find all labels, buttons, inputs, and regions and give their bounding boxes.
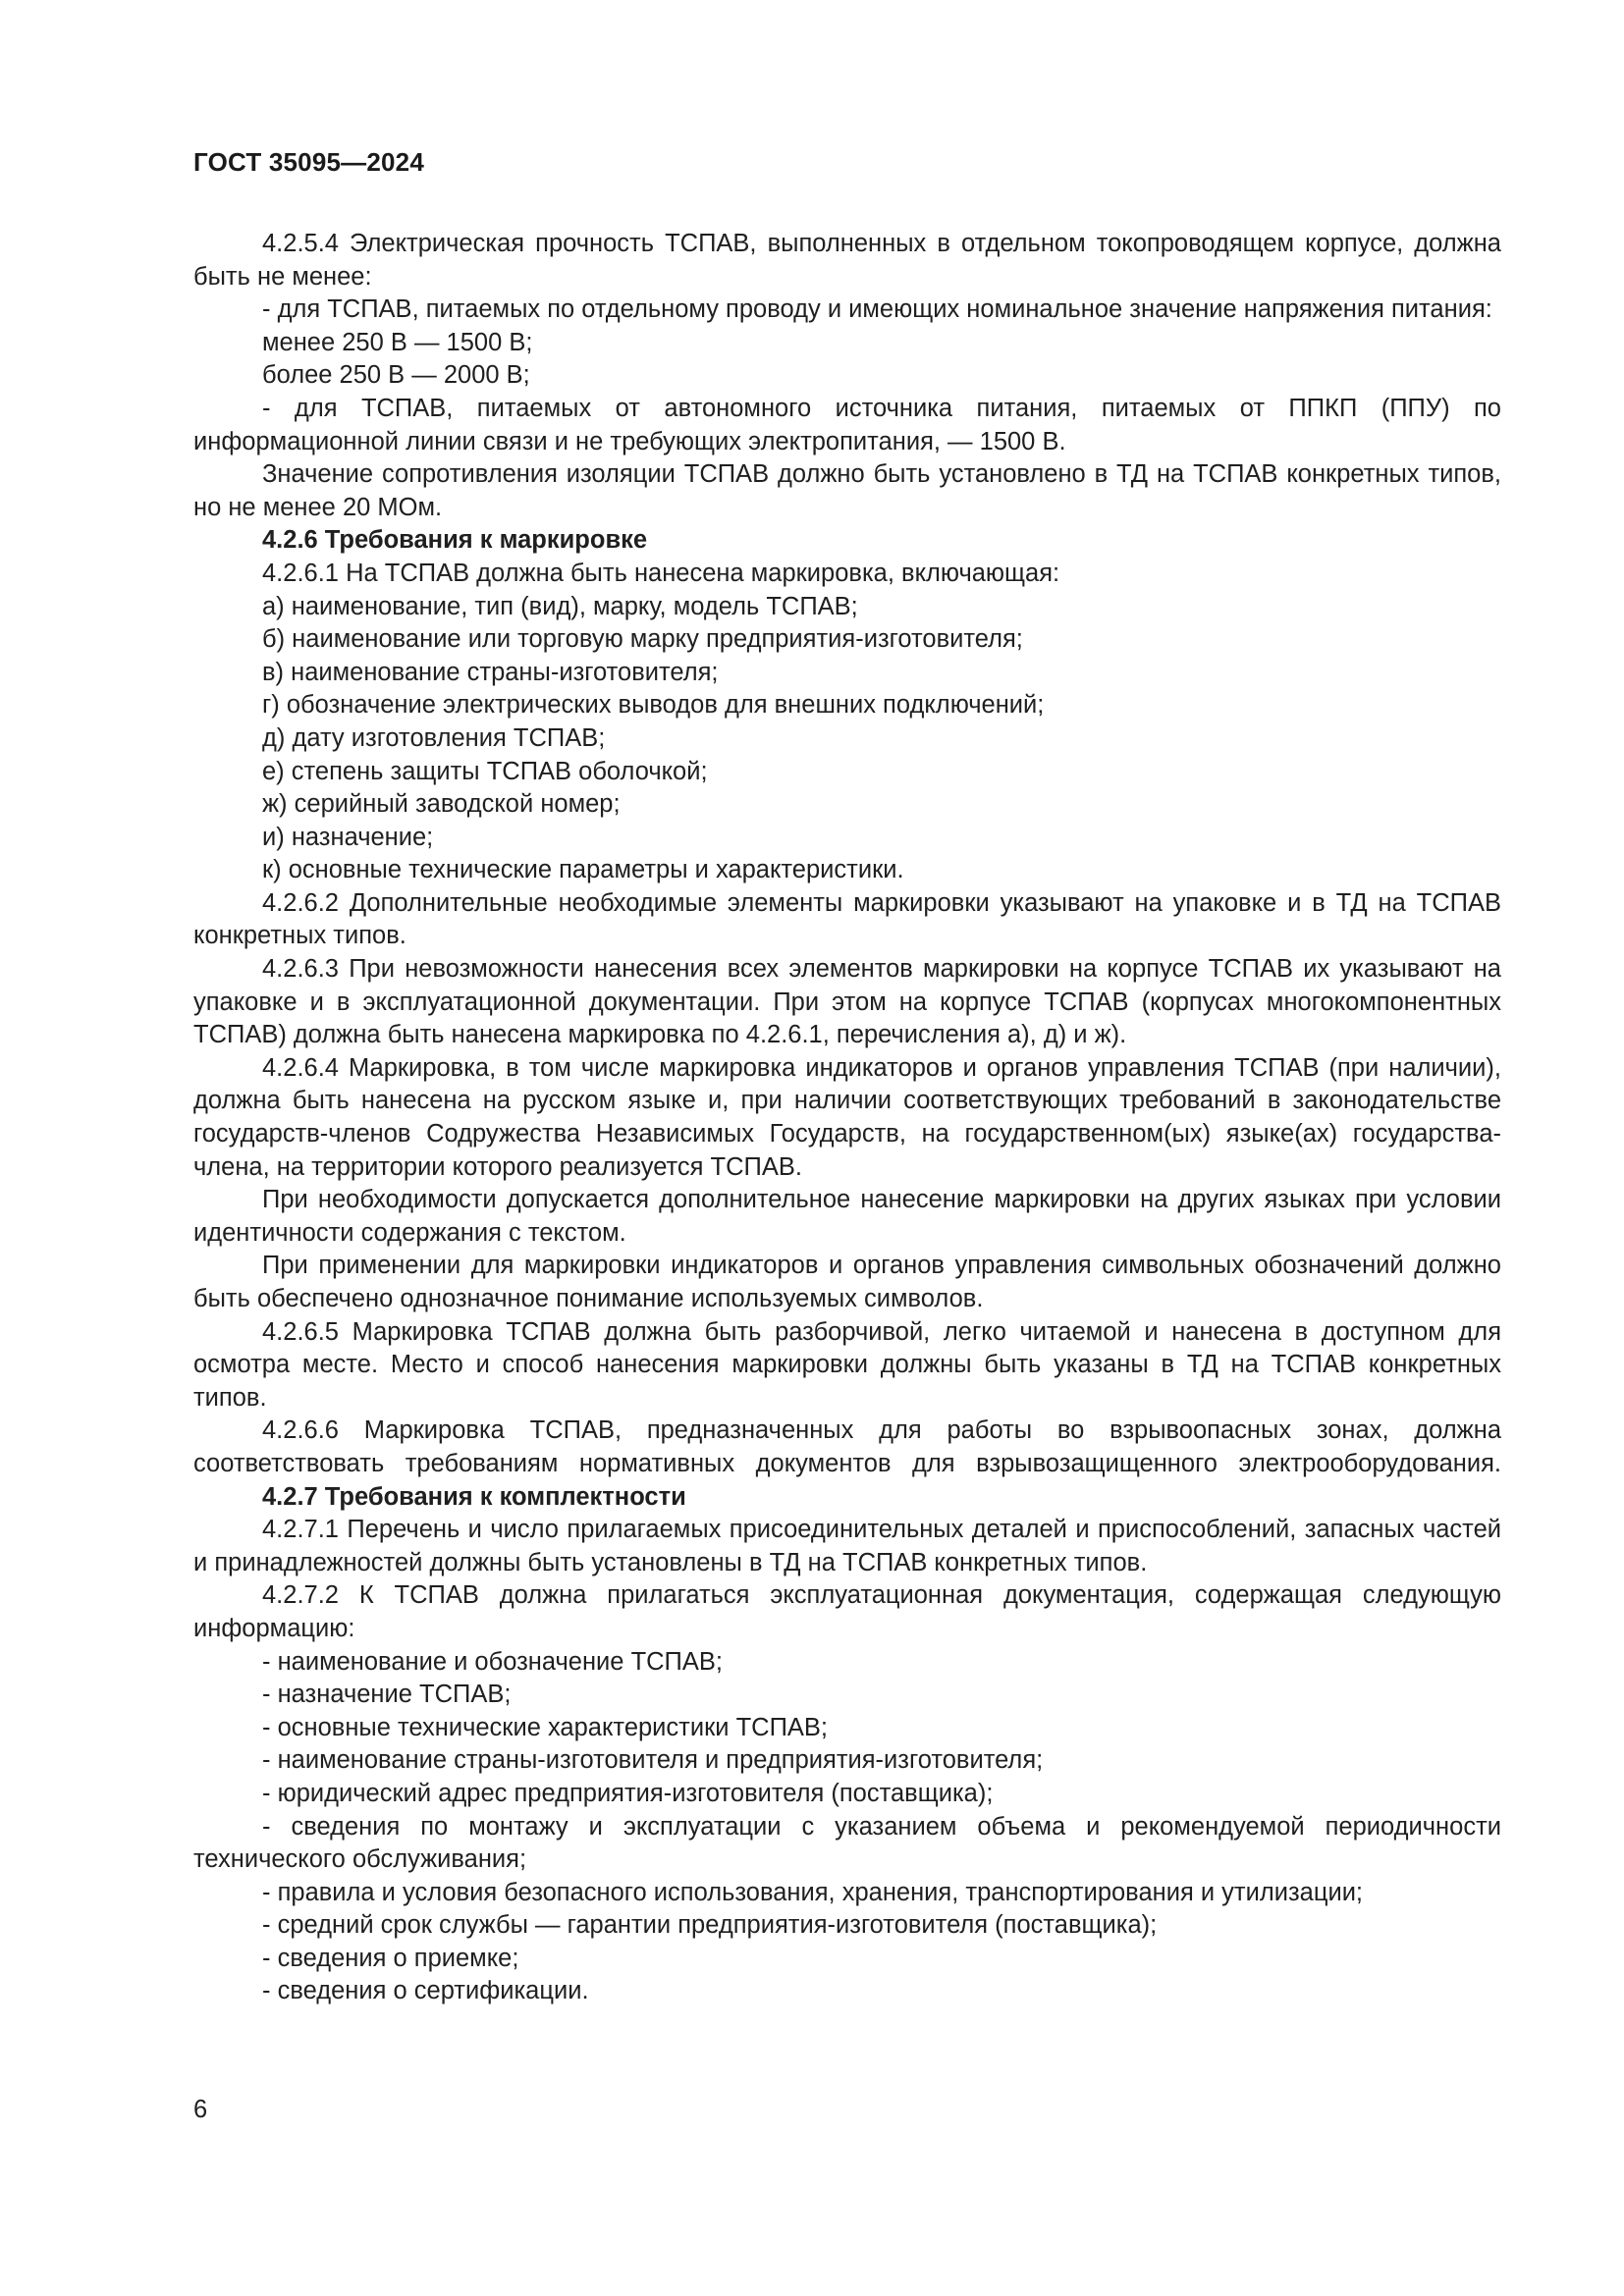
paragraph: а) наименование, тип (вид), марку, модель ТСПАВ;: [262, 592, 858, 620]
paragraph: - сведения о сертификации.: [262, 1977, 589, 2005]
paragraph: 4.2.6.6 Маркировка ТСПАВ, предназначенных для работы во взрывоопасных зонах, должна соответствовать требованиям нормативных документов для взрывозащищенного электрооборудования.: [193, 1416, 1501, 1477]
paragraph: - сведения по монтажу и эксплуатации с указанием объема и рекомендуемой периодичности технического обслуживания;: [193, 1812, 1501, 1874]
paragraph: в) наименование страны-изготовителя;: [262, 658, 719, 686]
paragraph: е) степень защиты ТСПАВ оболочкой;: [262, 757, 708, 785]
paragraph: - назначение ТСПАВ;: [262, 1681, 512, 1709]
paragraph: 4.2.6.5 Маркировка ТСПАВ должна быть разборчивой, легко читаемой и нанесена в доступном для осмотра месте. Место и способ нанесения маркировки должны быть указаны в ТД на ТСПАВ конкретных типов.: [193, 1317, 1501, 1412]
paragraph: г) обозначение электрических выводов для внешних подключений;: [262, 691, 1045, 720]
document-header: ГОСТ 35095—2024: [193, 147, 424, 177]
paragraph: б) наименование или торговую марку предприятия-изготовителя;: [262, 625, 1023, 654]
paragraph: более 250 В — 2000 В;: [262, 361, 530, 390]
paragraph: - наименование и обозначение ТСПАВ;: [262, 1647, 723, 1676]
paragraph: менее 250 В — 1500 В;: [262, 328, 533, 356]
paragraph: д) дату изготовления ТСПАВ;: [262, 723, 606, 752]
paragraph: При применении для маркировки индикаторов и органов управления символьных обозначений должно быть обеспечено однозначное понимание используемых символов.: [193, 1252, 1501, 1312]
paragraph: - юридический адрес предприятия-изготовителя (поставщика);: [262, 1779, 994, 1807]
section-heading: 4.2.6 Требования к маркировке: [262, 526, 648, 555]
paragraph: - правила и условия безопасного использования, хранения, транспортирования и утилизации;: [262, 1878, 1364, 1906]
paragraph: 4.2.5.4 Электрическая прочность ТСПАВ, выполненных в отдельном токопроводящем корпусе, должна быть не менее:: [193, 230, 1501, 291]
paragraph: к) основные технические параметры и характеристики.: [262, 856, 904, 884]
paragraph: При необходимости допускается дополнительное нанесение маркировки на других языках при условии идентичности содержания с текстом.: [193, 1186, 1501, 1247]
paragraph: - для ТСПАВ, питаемых по отдельному проводу и имеющих номинальное значение напряжения питания:: [262, 295, 1492, 324]
paragraph: 4.2.7.1 Перечень и число прилагаемых присоединительных деталей и приспособлений, запасных частей и принадлежностей должны быть установлены в ТД на ТСПАВ конкретных типов.: [193, 1516, 1501, 1576]
paragraph: 4.2.7.2 К ТСПАВ должна прилагаться эксплуатационная документация, содержащая следующую информацию:: [193, 1581, 1501, 1642]
paragraph: Значение сопротивления изоляции ТСПАВ должно быть установлено в ТД на ТСПАВ конкретных типов, но не менее 20 МОм.: [193, 460, 1501, 521]
paragraph: и) назначение;: [262, 823, 434, 851]
paragraph: 4.2.6.4 Маркировка, в том числе маркировка индикаторов и органов управления ТСПАВ (при наличии), должна быть нанесена на русском языке и, при наличии соответствующих требований в законодательстве государств-членов Содружества Независимых Государств, на государственном(ых) языке(ах) государства-члена, на территории которого реализуется ТСПАВ.: [193, 1053, 1501, 1181]
paragraph: - средний срок службы — гарантии предприятия-изготовителя (поставщика);: [262, 1911, 1158, 1940]
paragraph: 4.2.6.1 На ТСПАВ должна быть нанесена маркировка, включающая:: [262, 559, 1060, 587]
paragraph: - сведения о приемке;: [262, 1944, 519, 1972]
paragraph: 4.2.6.3 При невозможности нанесения всех элементов маркировки на корпусе ТСПАВ их указывают на упаковке и в эксплуатационной документации. При этом на корпусе ТСПАВ (корпусах многокомпонентных ТСПАВ) должна быть нанесена маркировка по 4.2.6.1, перечисления а), д) и ж).: [193, 955, 1501, 1049]
paragraph: 4.2.6.2 Дополнительные необходимые элементы маркировки указывают на упаковке и в ТД на ТСПАВ конкретных типов.: [193, 888, 1501, 950]
paragraph: ж) серийный заводской номер;: [262, 790, 621, 819]
paragraph: - основные технические характеристики ТСПАВ;: [262, 1713, 829, 1741]
section-heading: 4.2.7 Требования к комплектности: [262, 1482, 686, 1511]
document-body: [193, 228, 1501, 2008]
paragraph: - наименование страны-изготовителя и предприятия-изготовителя;: [262, 1746, 1044, 1775]
paragraph: - для ТСПАВ, питаемых от автономного источника питания, питаемых от ППКП (ППУ) по информационной линии связи и не требующих электропитания, — 1500 В.: [193, 394, 1501, 455]
page-number: 6: [193, 2096, 208, 2123]
